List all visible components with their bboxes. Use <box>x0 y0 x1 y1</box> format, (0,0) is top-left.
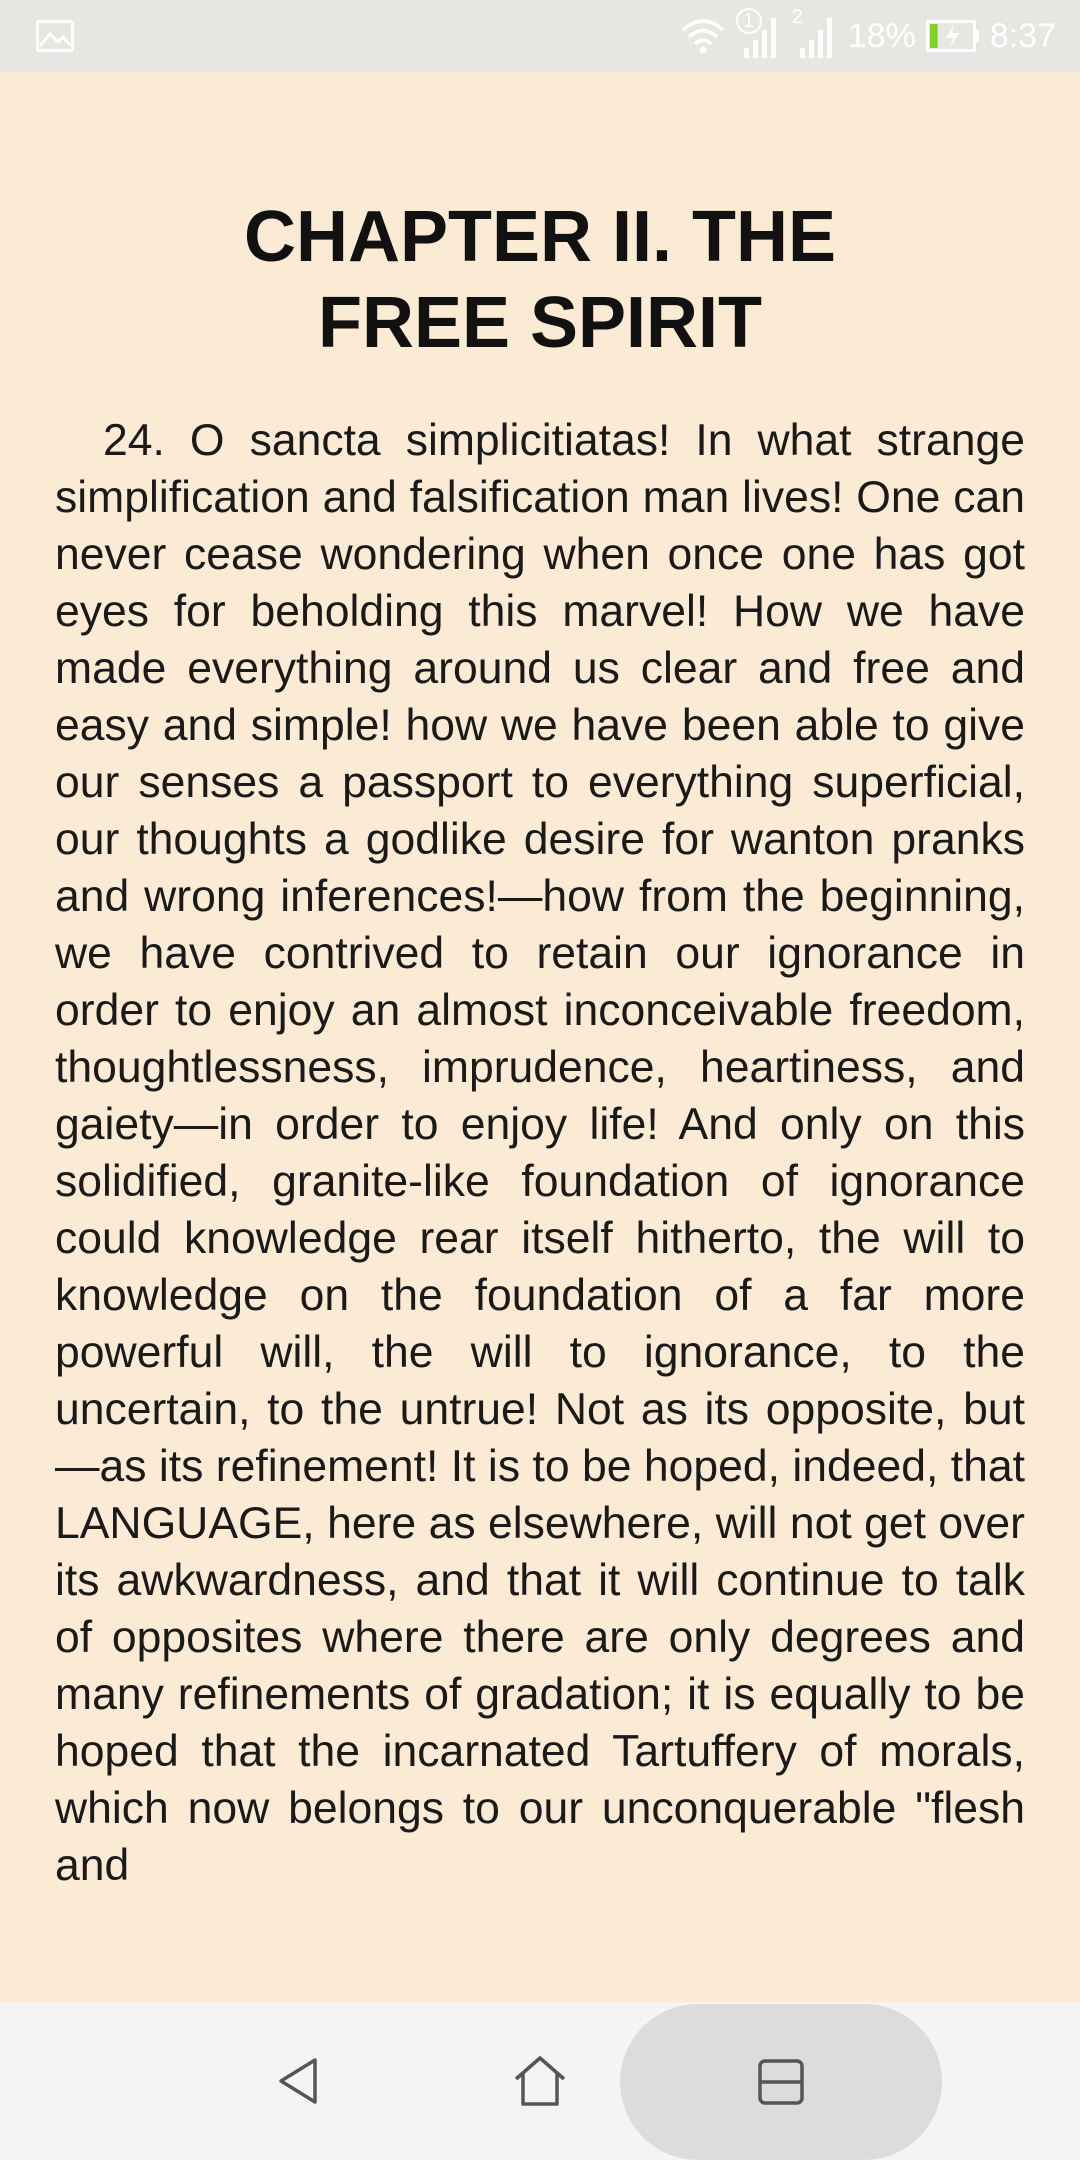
status-indicators <box>680 0 1056 72</box>
navigation-bar <box>0 2002 1080 2160</box>
chapter-title-line-2: FREE SPIRIT <box>317 283 763 363</box>
sim2-label: 2 <box>791 6 803 28</box>
sim1-label: 1 <box>736 8 762 34</box>
battery-charging-icon <box>926 20 980 52</box>
back-icon <box>275 2056 325 2106</box>
recent-apps-icon <box>757 2058 805 2106</box>
gallery-icon <box>36 20 74 52</box>
back-button[interactable] <box>230 2002 370 2160</box>
home-button[interactable] <box>470 2002 610 2160</box>
chapter-title <box>0 194 1080 366</box>
signal-sim2 <box>791 6 838 60</box>
home-icon <box>512 2055 568 2107</box>
signal-sim2-icon <box>792 12 838 60</box>
reader-page[interactable] <box>0 72 1080 2002</box>
chapter-title-line-1: CHAPTER II. THE <box>243 197 837 277</box>
chapter-paragraph: 24. O sancta simplicitiatas! In what strange simplification and falsification man lives! One can never cease wondering when once one has got eyes for beholding this marvel! How we have made everything around us clear and free and easy and simple! how we have been able to give our senses a passport to everything superficial, our thoughts a godlike desire for wanton pranks and wrong inferences!—how from the beginning, we have contrived to retain our ignorance in order to enjoy an almost inconceivable freedom, thoughtlessness, imprudence, heartiness, and gaiety—in order to enjoy life! And only on this solidified, granite-like foundation of ignorance could knowledge rear itself hitherto, the will to knowledge on the foundation of a far more powerful will, the will to ignorance, to the uncertain, to the untrue! Not as its opposite, but—as its refinement! It is to be hoped, indeed, that LANGUAGE, here as elsewhere, will not get over its awkwardness, and that it will continue to talk of opposites where there are only degrees and many refinements of gradation; it is equally to be hoped that the incarnated Tartuffery of morals, which now belongs to our unconquerable "flesh and <box>55 416 1025 1890</box>
recent-apps-button[interactable] <box>620 2004 942 2160</box>
wifi-icon <box>680 16 726 56</box>
status-bar <box>0 0 1080 72</box>
status-time: 8:37 <box>989 16 1056 55</box>
signal-sim1-icon <box>736 12 782 60</box>
battery-percent: 18% <box>847 16 916 55</box>
signal-sim1 <box>736 12 782 60</box>
